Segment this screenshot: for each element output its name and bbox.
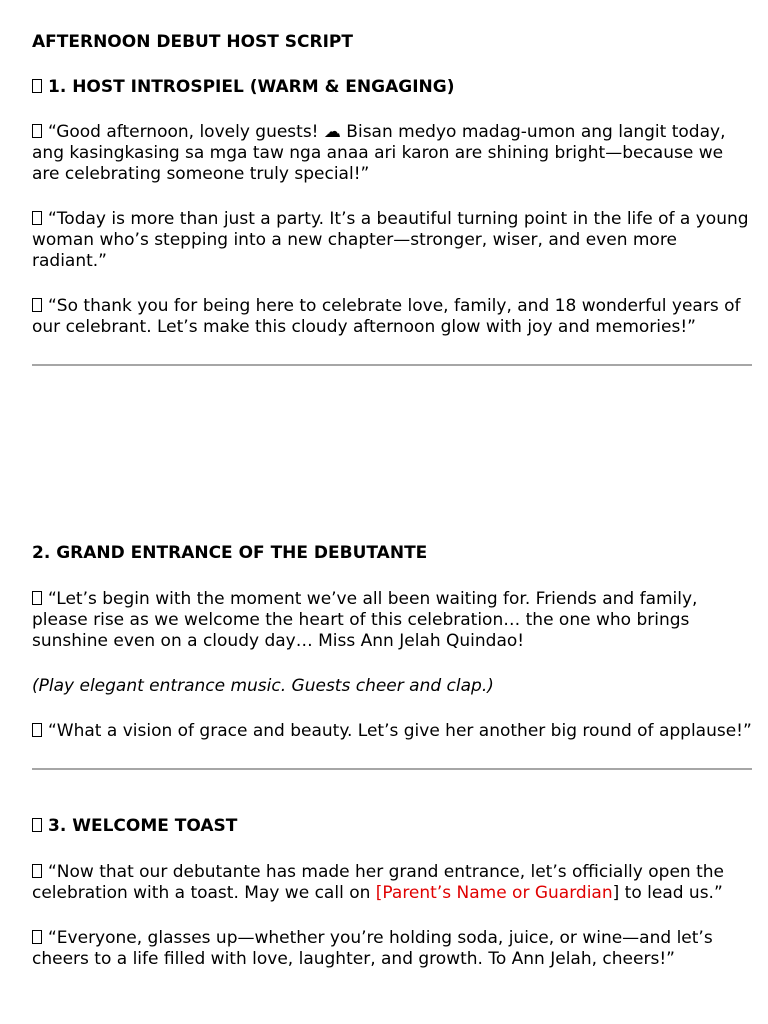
section-2-paragraph-1 xyxy=(32,589,752,652)
missing-glyph-icon xyxy=(32,930,42,944)
missing-glyph-icon xyxy=(32,818,42,832)
missing-glyph-icon xyxy=(32,864,42,878)
section-1-paragraph-1 xyxy=(32,122,752,185)
section-3-heading xyxy=(32,816,752,837)
missing-glyph-icon xyxy=(32,79,42,93)
section-1-heading xyxy=(32,77,752,98)
section-2-heading: 2. GRAND ENTRANCE OF THE DEBUTANTE xyxy=(32,543,428,563)
missing-glyph-icon xyxy=(32,124,42,138)
missing-glyph-icon xyxy=(32,298,42,312)
missing-glyph-icon xyxy=(32,723,42,737)
section-1-paragraph-1-text: “Good afternoon, lovely guests! ☁ Bisan medyo madag-umon ang langit today, ang kasingkasing sa mga taw nga anaa ari karon are shining bright—because we are celebrating someone truly special!” xyxy=(32,122,726,184)
section-1-paragraph-2-text: “Today is more than just a party. It’s a beautiful turning point in the life of a young woman who’s stepping into a new chapter—stronger, wiser, and even more radiant.” xyxy=(32,209,749,271)
section-2-paragraph-2-text: “What a vision of grace and beauty. Let’s give her another big round of applause!” xyxy=(48,721,752,741)
section-3-paragraph-2-text: “Everyone, glasses up—whether you’re holding soda, juice, or wine—and let’s cheers to a life filled with love, laughter, and growth. To Ann Jelah, cheers!” xyxy=(32,928,713,969)
section-1-paragraph-3 xyxy=(32,296,752,338)
missing-glyph-icon xyxy=(32,591,42,605)
section-2-paragraph-1-text: “Let’s begin with the moment we’ve all been waiting for. Friends and family, please rise as we welcome the heart of this celebration… the one who brings sunshine even on a cloudy day… Miss Ann Jelah Quindao! xyxy=(32,589,698,651)
document-title: AFTERNOON DEBUT HOST SCRIPT xyxy=(32,32,353,52)
section-2-paragraph-2 xyxy=(32,721,752,742)
section-1-heading-text: 1. HOST INTROSPIEL (WARM & ENGAGING) xyxy=(48,77,455,97)
missing-glyph-icon xyxy=(32,211,42,225)
section-1-paragraph-2 xyxy=(32,209,752,272)
document-body xyxy=(32,0,752,970)
section-3-heading-text: 3. WELCOME TOAST xyxy=(48,816,238,836)
guardian-name-placeholder: [Parent’s Name or Guardian xyxy=(375,883,613,903)
section-1-paragraph-3-text: “So thank you for being here to celebrate love, family, and 18 wonderful years of our celebrant. Let’s make this cloudy afternoon glow with joy and memories!” xyxy=(32,296,741,337)
section-3-paragraph-2 xyxy=(32,928,752,970)
section-3-paragraph-1 xyxy=(32,862,752,904)
section-3-paragraph-1-text-after: ] to lead us.” xyxy=(612,883,723,903)
section-3-paragraph-1-text-before: “Now that our debutante has made her grand entrance, let’s officially open the celebration with a toast. May we call on xyxy=(32,862,724,903)
stage-direction: (Play elegant entrance music. Guests cheer and clap.) xyxy=(32,676,494,696)
